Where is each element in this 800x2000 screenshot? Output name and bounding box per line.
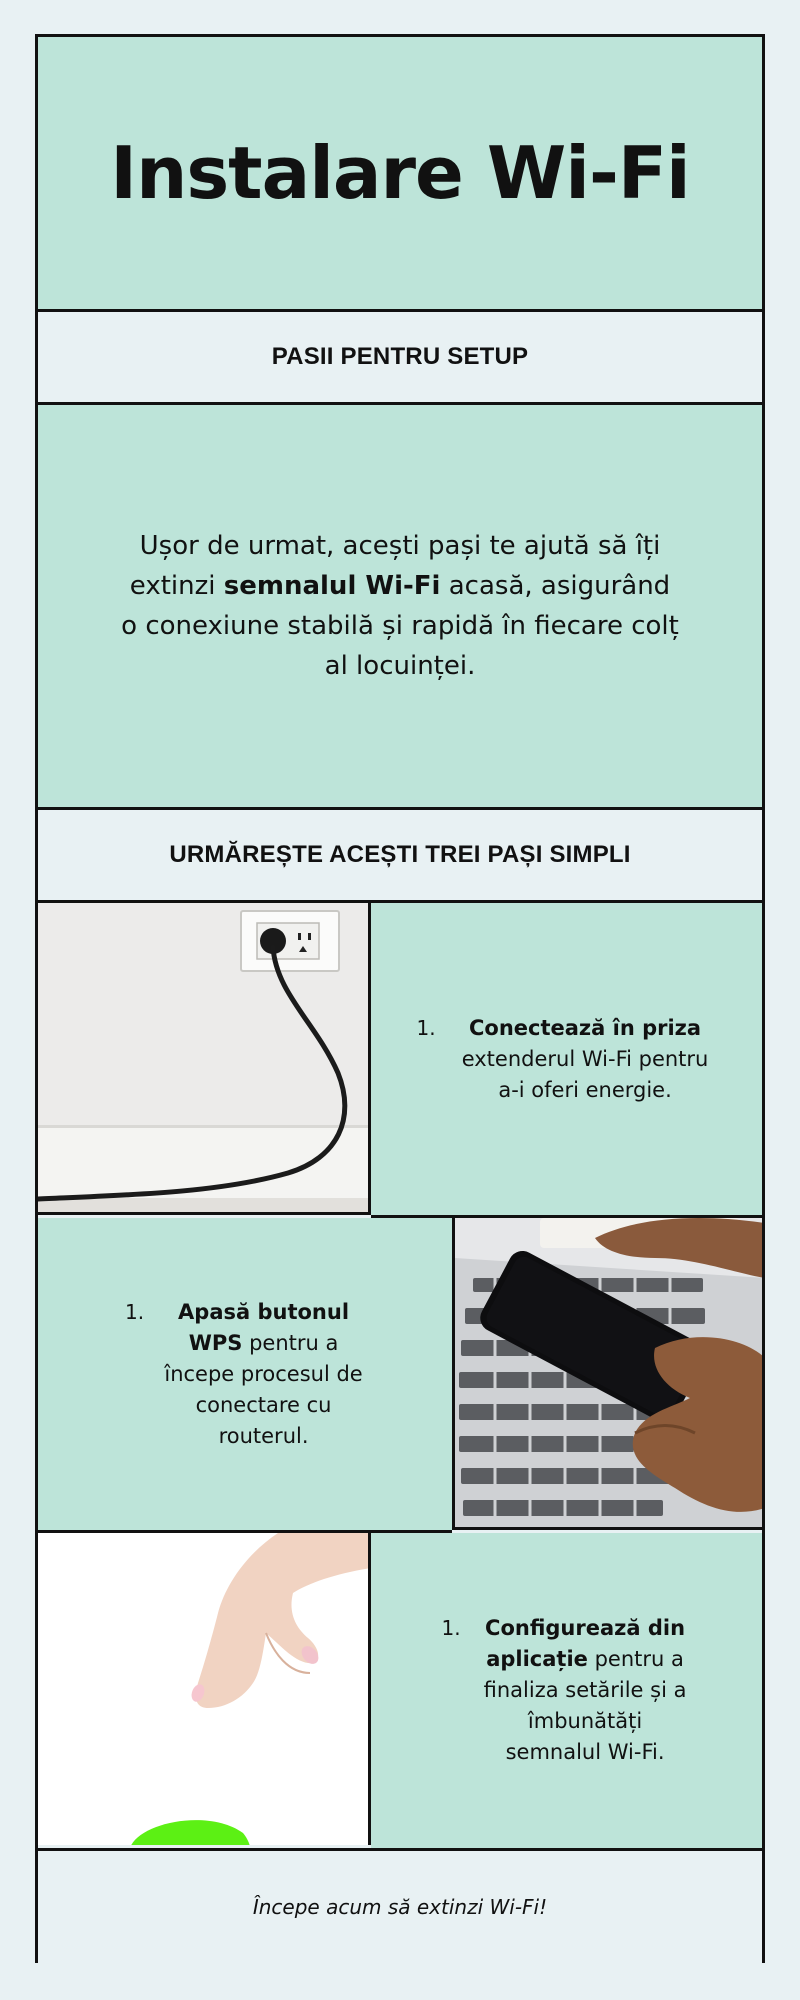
intro-text-bold: semnalul Wi-Fi <box>223 571 441 601</box>
footer-text: Începe acum să extinzi Wi-Fi! <box>252 1895 548 1919</box>
phone-laptop-photo <box>452 1218 762 1530</box>
infographic-frame <box>35 34 765 1963</box>
step-row-3 <box>38 1533 762 1848</box>
step-1-text <box>454 1013 717 1106</box>
power-outlet-photo <box>38 903 371 1215</box>
step-2-bold: Apasă butonul WPS <box>178 1299 350 1355</box>
step-1-item <box>417 1013 717 1106</box>
step-3-rest: pentru a finaliza setările și a îmbunătăți semnalul Wi-Fi. <box>483 1647 687 1764</box>
step-row-1 <box>38 903 762 1218</box>
step-1-number: 1. <box>416 1015 436 1040</box>
intro-text-end: acasă, asigurând o conexiune stabilă și rapidă în fiecare colț al locuinței. <box>121 571 679 681</box>
intro-paragraph <box>120 526 680 686</box>
steps-subheading-band <box>38 810 762 903</box>
title-band <box>38 37 762 312</box>
step-2-panel <box>38 1218 452 1533</box>
setup-subheading: PASII PENTRU SETUP <box>271 343 529 370</box>
phone-hands-image <box>455 1218 762 1530</box>
step-2-rest: pentru a începe procesul de conectare cu routerul. <box>164 1330 363 1448</box>
steps-subheading: URMĂREȘTE ACEȘTI TREI PAȘI SIMPLI <box>169 841 631 868</box>
footer-band <box>38 1848 762 1963</box>
power-cord-image <box>38 903 371 1215</box>
step-3-bold: Configurează din aplicație <box>485 1616 686 1671</box>
step-3-text <box>479 1613 692 1768</box>
step-1-bold: Conectează în priza <box>469 1015 702 1040</box>
step-3-number: 1. <box>441 1616 461 1640</box>
step-2-text <box>162 1297 365 1452</box>
step-3-item <box>442 1613 692 1768</box>
press-button-image <box>38 1533 371 1845</box>
setup-subheading-band <box>38 312 762 405</box>
step-2-item <box>125 1297 365 1452</box>
step-1-panel <box>371 903 762 1218</box>
step-3-panel <box>371 1533 762 1848</box>
intro-text-start: Ușor de urmat, acești pași te ajută să îți extinzi <box>129 531 661 601</box>
finger-button-photo <box>38 1533 371 1845</box>
step-1-rest: extenderul Wi-Fi pentru a-i oferi energie. <box>461 1046 709 1102</box>
step-row-2 <box>38 1218 762 1533</box>
step-2-number: 1. <box>125 1299 145 1324</box>
intro-band <box>38 405 762 810</box>
page-title: Instalare Wi-Fi <box>110 131 690 215</box>
